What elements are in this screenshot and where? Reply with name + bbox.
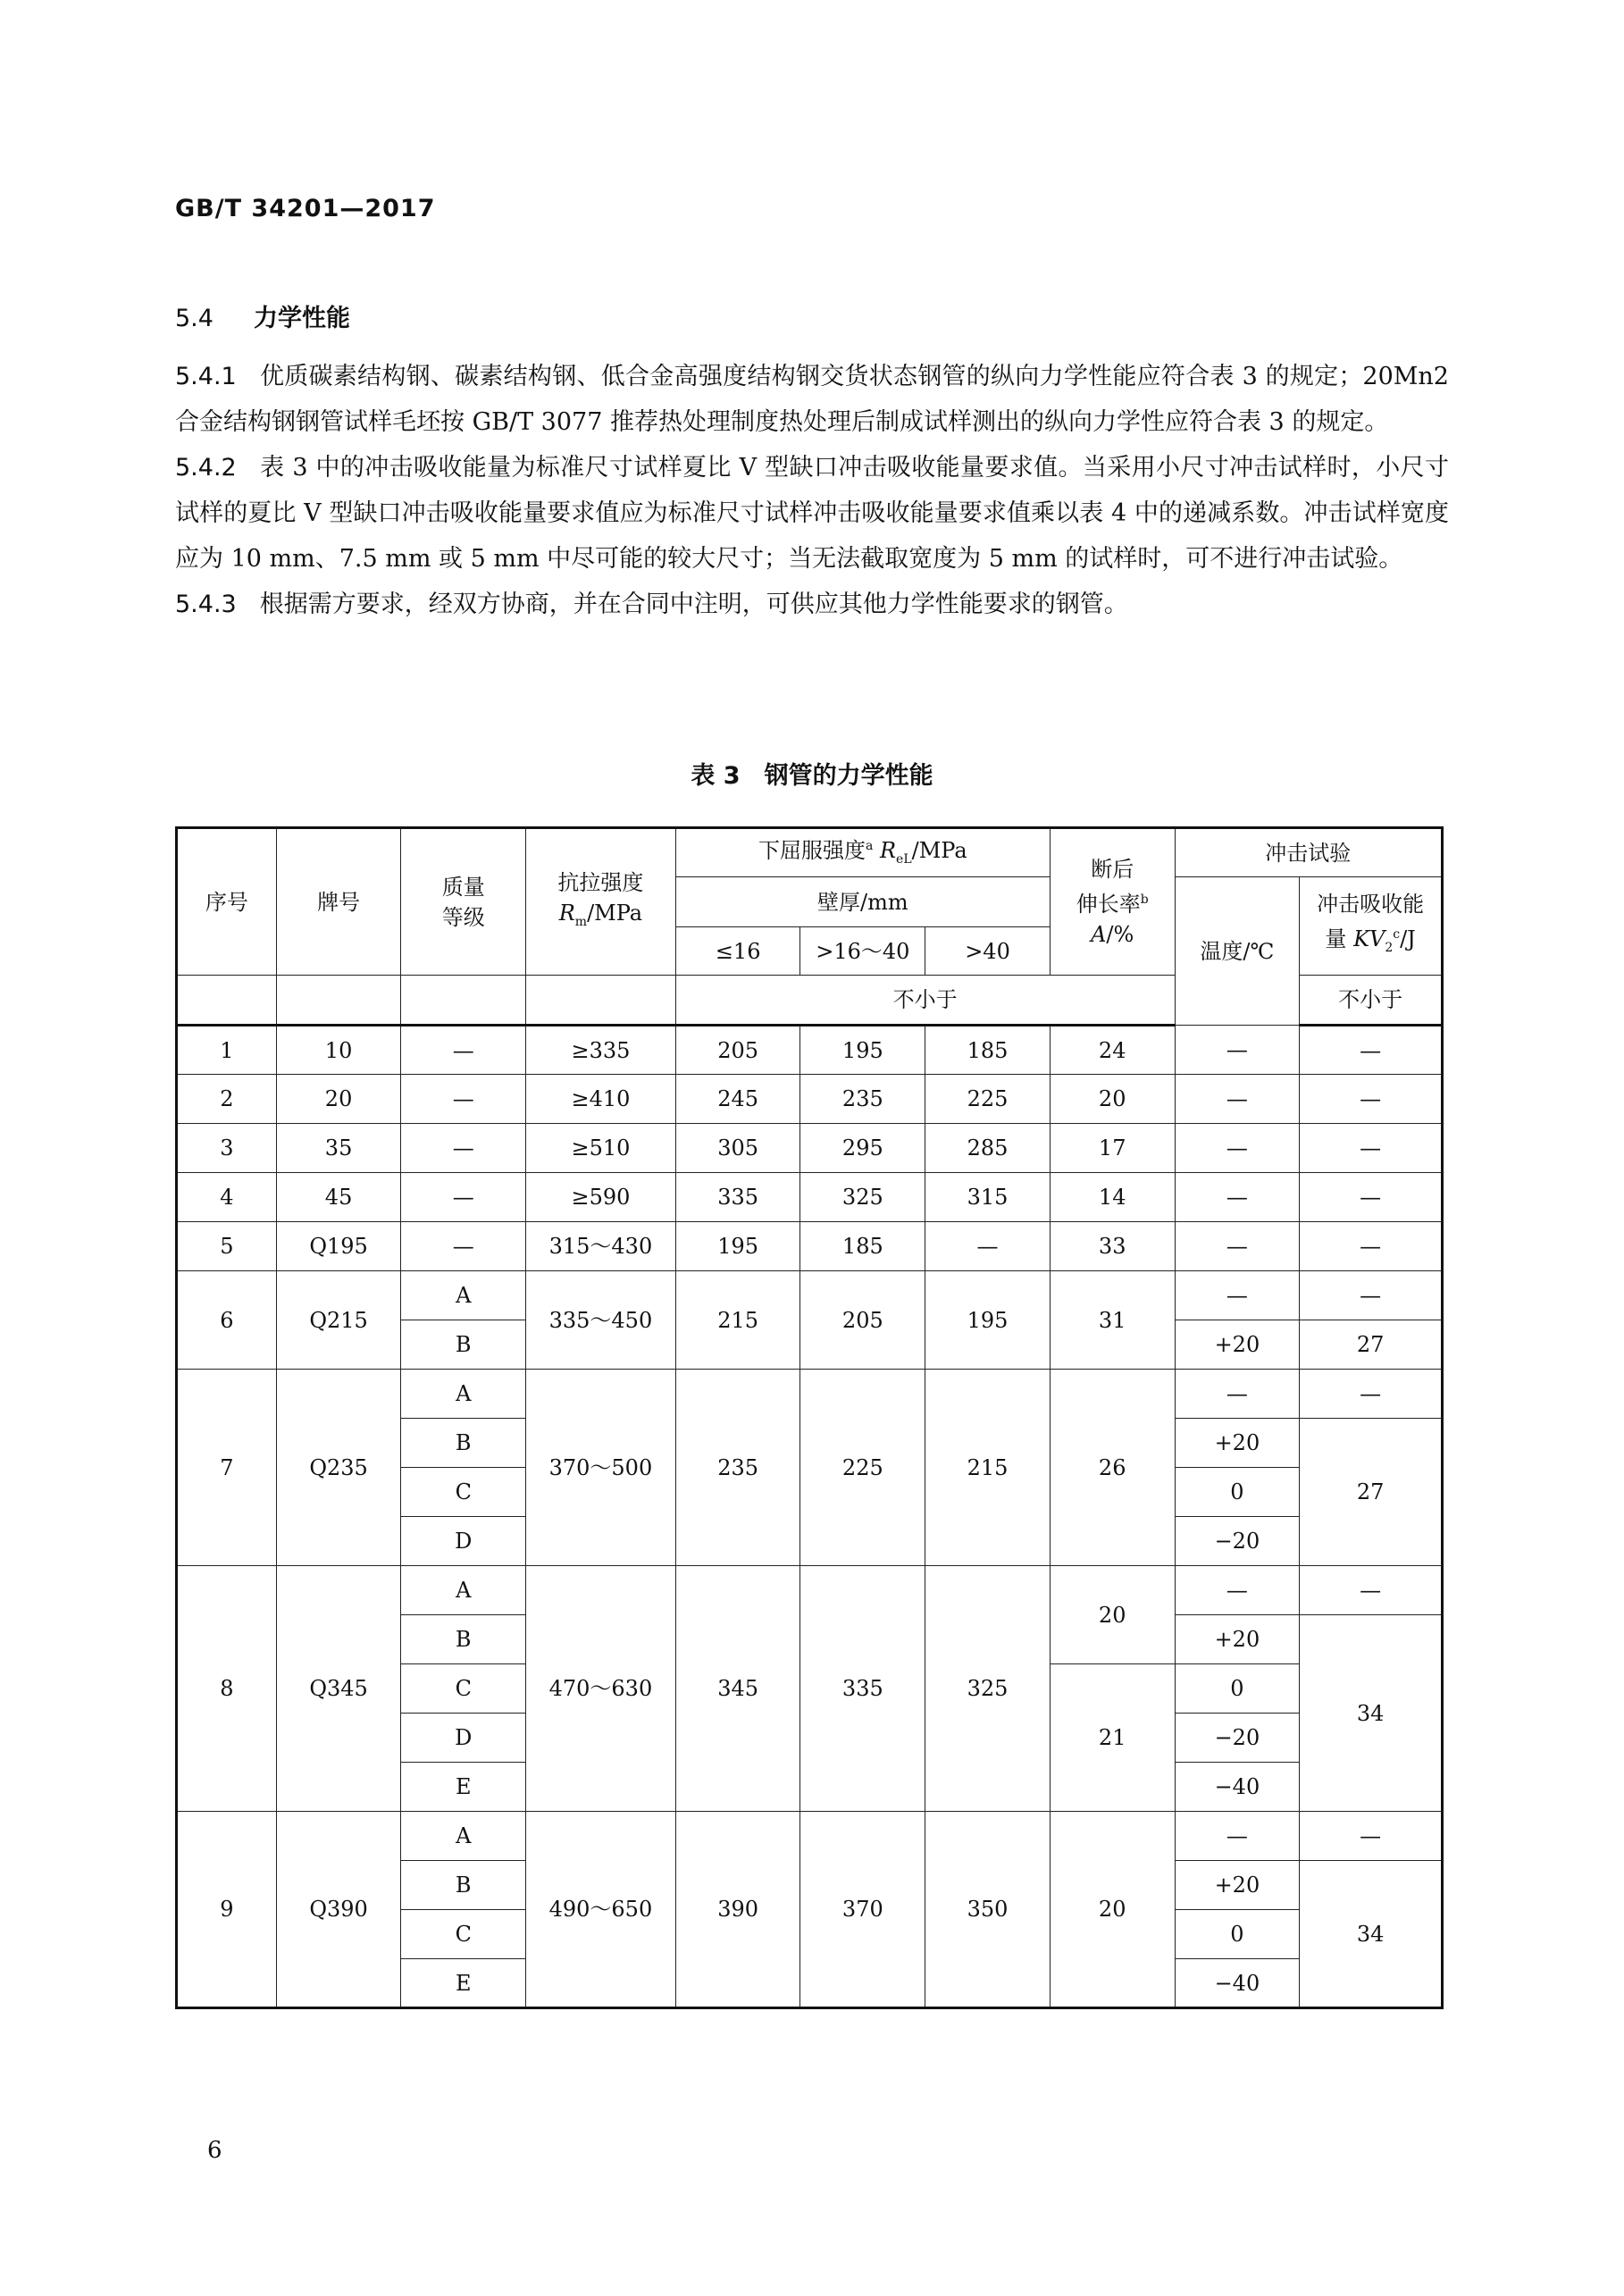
header-temperature: 温度/℃ xyxy=(1175,877,1300,1026)
cell-tensile: 370～500 xyxy=(526,1370,676,1566)
clause-text: 根据需方要求，经双方协商，并在合同中注明，可供应其他力学性能要求的钢管。 xyxy=(259,591,1128,618)
header-not-less-than-energy: 不小于 xyxy=(1300,976,1443,1026)
cell-elongation: 14 xyxy=(1050,1173,1175,1222)
table-row xyxy=(177,1812,1443,1861)
header-wall-thickness: 壁厚/mm xyxy=(675,877,1050,927)
cell-grade: 45 xyxy=(276,1173,401,1222)
cell-yield-16-40: 195 xyxy=(800,1026,925,1075)
cell-temperature: −40 xyxy=(1175,1763,1300,1812)
mechanical-properties-table xyxy=(175,826,1444,2009)
header-wall-gt40: >40 xyxy=(925,927,1051,976)
cell-yield-gt40: 195 xyxy=(925,1271,1051,1370)
header-elongation: 断后 伸长率$^b$ A/% xyxy=(1050,828,1175,976)
cell-quality: C xyxy=(401,1910,526,1959)
cell-tensile: 335～450 xyxy=(526,1271,676,1370)
cell-tensile: 490～650 xyxy=(526,1812,676,2008)
cell-seq: 8 xyxy=(177,1566,277,1812)
cell-yield-le16: 245 xyxy=(675,1075,800,1124)
cell-temperature: — xyxy=(1175,1222,1300,1271)
cell-energy: — xyxy=(1300,1026,1443,1075)
cell-quality: B xyxy=(401,1615,526,1664)
cell-yield-le16: 215 xyxy=(675,1271,800,1370)
cell-yield-gt40: 325 xyxy=(925,1566,1051,1812)
cell-quality: B xyxy=(401,1320,526,1370)
cell-grade: Q345 xyxy=(276,1566,401,1812)
cell-energy: — xyxy=(1300,1566,1443,1615)
cell-temperature: −40 xyxy=(1175,1959,1300,2008)
section-title: 力学性能 xyxy=(254,305,350,332)
cell-yield-gt40: 315 xyxy=(925,1173,1051,1222)
cell-quality: E xyxy=(401,1959,526,2008)
cell-temperature: — xyxy=(1175,1812,1300,1861)
cell-tensile: ≥410 xyxy=(526,1075,676,1124)
cell-yield-16-40: 235 xyxy=(800,1075,925,1124)
cell-yield-le16: 195 xyxy=(675,1222,800,1271)
cell-energy: — xyxy=(1300,1812,1443,1861)
cell-energy: 27 xyxy=(1300,1320,1443,1370)
clause-paragraph xyxy=(175,582,1449,627)
cell-yield-le16: 205 xyxy=(675,1026,800,1075)
cell-energy: — xyxy=(1300,1271,1443,1320)
clause-number: 5.4.1 xyxy=(175,363,237,390)
cell-grade: Q235 xyxy=(276,1370,401,1566)
cell-temperature: — xyxy=(1175,1075,1300,1124)
cell-elongation: 21 xyxy=(1050,1664,1175,1812)
section-heading xyxy=(175,298,350,333)
cell-temperature: 0 xyxy=(1175,1468,1300,1517)
clause-text: 表 3 中的冲击吸收能量为标准尺寸试样夏比 V 型缺口冲击吸收能量要求值。当采用小尺寸冲击试样时，小尺寸试样的夏比 V 型缺口冲击吸收能量要求值应为标准尺寸试样冲击吸收能量要求值乘以表 4 中的递减系数。冲击试样宽度应为 10 mm、7.5 mm 或 5 mm 中尽可能的较大尺寸；当无法截取宽度为 5 mm 的试样时，可不进行冲击试验。 xyxy=(175,454,1449,573)
cell-yield-gt40: 225 xyxy=(925,1075,1051,1124)
cell-quality: A xyxy=(401,1271,526,1320)
cell-quality: — xyxy=(401,1124,526,1173)
cell-grade: Q390 xyxy=(276,1812,401,2008)
cell-elongation: 26 xyxy=(1050,1370,1175,1566)
cell-quality: A xyxy=(401,1370,526,1419)
clause-paragraph xyxy=(175,354,1449,445)
cell-seq: 5 xyxy=(177,1222,277,1271)
cell-temperature: — xyxy=(1175,1271,1300,1320)
cell-temperature: — xyxy=(1175,1026,1300,1075)
cell-quality: D xyxy=(401,1714,526,1763)
cell-yield-gt40: 215 xyxy=(925,1370,1051,1566)
clause-number: 5.4.3 xyxy=(175,591,237,618)
header-filler xyxy=(401,976,526,1026)
header-yield-strength: 下屈服强度$^a$ $R_{eL}$/MPa xyxy=(675,828,1050,877)
cell-yield-le16: 345 xyxy=(675,1566,800,1812)
cell-elongation: 33 xyxy=(1050,1222,1175,1271)
clause-text: 优质碳素结构钢、碳素结构钢、低合金高强度结构钢交货状态钢管的纵向力学性能应符合表 3 的规定；20Mn2 合金结构钢钢管试样毛坯按 GB/T 3077 推荐热处理制度热处理后制成试样测出的纵向力学性应符合表 3 的规定。 xyxy=(175,363,1449,436)
cell-yield-le16: 235 xyxy=(675,1370,800,1566)
cell-temperature: +20 xyxy=(1175,1320,1300,1370)
page-number: 6 xyxy=(207,2137,222,2164)
cell-quality: C xyxy=(401,1468,526,1517)
cell-tensile: ≥590 xyxy=(526,1173,676,1222)
cell-grade: Q195 xyxy=(276,1222,401,1271)
cell-energy: — xyxy=(1300,1124,1443,1173)
cell-quality: — xyxy=(401,1173,526,1222)
clause-paragraph xyxy=(175,445,1449,582)
header-absorbed-energy: 冲击吸收能 量 $KV_2^c/J$ xyxy=(1300,877,1443,976)
cell-temperature: +20 xyxy=(1175,1861,1300,1910)
cell-temperature: — xyxy=(1175,1566,1300,1615)
cell-elongation: 24 xyxy=(1050,1026,1175,1075)
cell-seq: 3 xyxy=(177,1124,277,1173)
cell-quality: — xyxy=(401,1026,526,1075)
cell-quality: A xyxy=(401,1566,526,1615)
table-row xyxy=(177,1124,1443,1173)
header-quality-level: 质量 等级 xyxy=(401,828,526,976)
table-row xyxy=(177,1566,1443,1615)
section-number: 5.4 xyxy=(175,305,213,332)
header-wall-le16: ≤16 xyxy=(675,927,800,976)
cell-tensile: ≥335 xyxy=(526,1026,676,1075)
cell-quality: A xyxy=(401,1812,526,1861)
header-filler xyxy=(526,976,676,1026)
cell-temperature: +20 xyxy=(1175,1419,1300,1468)
cell-seq: 9 xyxy=(177,1812,277,2008)
cell-yield-16-40: 205 xyxy=(800,1271,925,1370)
table-row xyxy=(177,1173,1443,1222)
table-row xyxy=(177,1370,1443,1419)
cell-temperature: 0 xyxy=(1175,1664,1300,1714)
cell-yield-16-40: 295 xyxy=(800,1124,925,1173)
cell-energy: — xyxy=(1300,1173,1443,1222)
cell-seq: 7 xyxy=(177,1370,277,1566)
header-grade: 牌号 xyxy=(276,828,401,976)
header-seq: 序号 xyxy=(177,828,277,976)
cell-tensile: ≥510 xyxy=(526,1124,676,1173)
cell-energy: 34 xyxy=(1300,1861,1443,2008)
cell-quality: B xyxy=(401,1861,526,1910)
cell-temperature: −20 xyxy=(1175,1517,1300,1566)
cell-energy: — xyxy=(1300,1370,1443,1419)
cell-elongation: 17 xyxy=(1050,1124,1175,1173)
cell-quality: — xyxy=(401,1075,526,1124)
cell-temperature: — xyxy=(1175,1370,1300,1419)
cell-yield-16-40: 185 xyxy=(800,1222,925,1271)
cell-yield-16-40: 225 xyxy=(800,1370,925,1566)
cell-elongation: 31 xyxy=(1050,1271,1175,1370)
cell-yield-16-40: 325 xyxy=(800,1173,925,1222)
cell-temperature: +20 xyxy=(1175,1615,1300,1664)
cell-yield-le16: 390 xyxy=(675,1812,800,2008)
cell-temperature: −20 xyxy=(1175,1714,1300,1763)
clause-number: 5.4.2 xyxy=(175,454,237,482)
table-row xyxy=(177,1075,1443,1124)
cell-elongation: 20 xyxy=(1050,1812,1175,2008)
cell-yield-gt40: 285 xyxy=(925,1124,1051,1173)
cell-elongation: 20 xyxy=(1050,1075,1175,1124)
cell-elongation: 20 xyxy=(1050,1566,1175,1664)
cell-grade: 20 xyxy=(276,1075,401,1124)
cell-energy: — xyxy=(1300,1222,1443,1271)
cell-temperature: — xyxy=(1175,1124,1300,1173)
standard-code: GB/T 34201—2017 xyxy=(175,195,436,222)
cell-quality: C xyxy=(401,1664,526,1714)
cell-yield-le16: 305 xyxy=(675,1124,800,1173)
cell-yield-le16: 335 xyxy=(675,1173,800,1222)
header-impact-test: 冲击试验 xyxy=(1175,828,1442,877)
cell-grade: 35 xyxy=(276,1124,401,1173)
cell-energy: 34 xyxy=(1300,1615,1443,1812)
header-wall-16-40: >16～40 xyxy=(800,927,925,976)
header-tensile-strength: 抗拉强度 $R_m$/MPa xyxy=(526,828,676,976)
cell-grade: Q215 xyxy=(276,1271,401,1370)
cell-seq: 1 xyxy=(177,1026,277,1075)
header-filler xyxy=(177,976,277,1026)
cell-yield-gt40: 185 xyxy=(925,1026,1051,1075)
table-row xyxy=(177,1026,1443,1075)
cell-yield-16-40: 335 xyxy=(800,1566,925,1812)
cell-yield-gt40: — xyxy=(925,1222,1051,1271)
header-not-less-than: 不小于 xyxy=(675,976,1175,1026)
table-caption: 表 3 钢管的力学性能 xyxy=(691,762,933,790)
cell-temperature: — xyxy=(1175,1173,1300,1222)
cell-energy: 27 xyxy=(1300,1419,1443,1566)
cell-seq: 6 xyxy=(177,1271,277,1370)
table-row xyxy=(177,1222,1443,1271)
cell-temperature: 0 xyxy=(1175,1910,1300,1959)
cell-grade: 10 xyxy=(276,1026,401,1075)
cell-quality: — xyxy=(401,1222,526,1271)
cell-energy: — xyxy=(1300,1075,1443,1124)
cell-seq: 2 xyxy=(177,1075,277,1124)
cell-tensile: 315～430 xyxy=(526,1222,676,1271)
cell-yield-gt40: 350 xyxy=(925,1812,1051,2008)
cell-quality: D xyxy=(401,1517,526,1566)
table-row xyxy=(177,1271,1443,1320)
cell-tensile: 470～630 xyxy=(526,1566,676,1812)
header-filler xyxy=(276,976,401,1026)
cell-quality: B xyxy=(401,1419,526,1468)
cell-quality: E xyxy=(401,1763,526,1812)
body-text xyxy=(175,354,1449,627)
cell-seq: 4 xyxy=(177,1173,277,1222)
cell-yield-16-40: 370 xyxy=(800,1812,925,2008)
